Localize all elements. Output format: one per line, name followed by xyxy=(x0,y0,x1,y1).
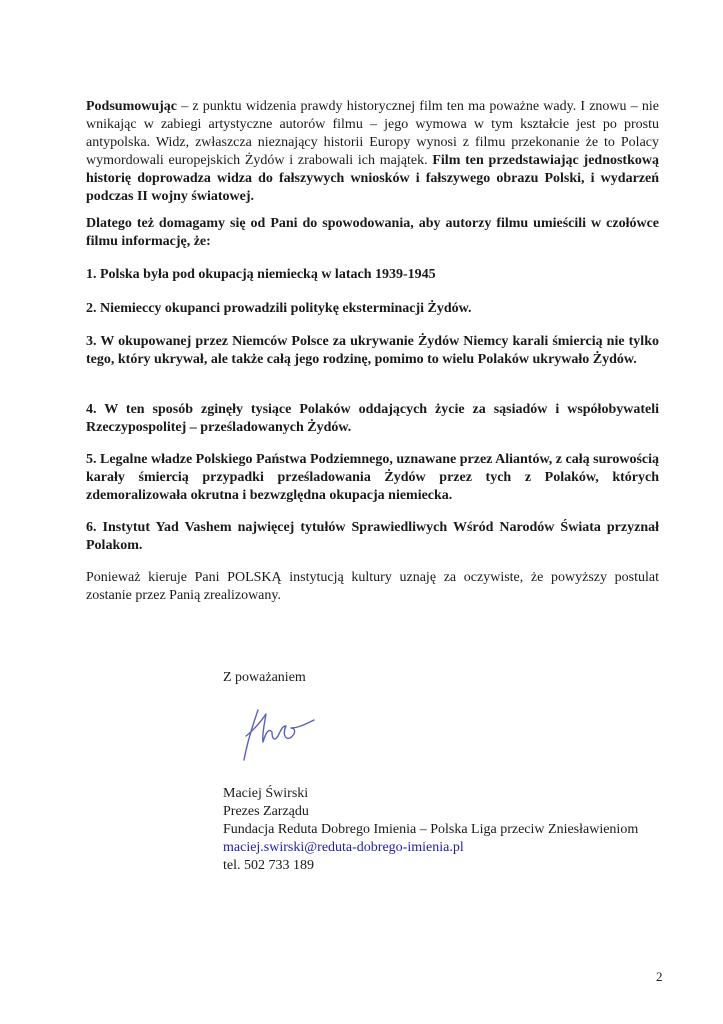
signatory-position: Prezes Zarządu xyxy=(223,804,309,819)
closing-paragraph: Ponieważ kieruje Pani POLSKĄ instytucją kultury uznaję za oczywiste, że powyższy postulat zostanie przez Panią zrealizowany. xyxy=(86,570,659,603)
point-2: 2. Niemieccy okupanci prowadzili politykę eksterminacji Żydów. xyxy=(86,301,472,316)
demand-paragraph: Dlatego też domagamy się od Pani do spowodowania, aby autorzy filmu umieścili w czołówce filmu informację, że: xyxy=(86,216,659,249)
point-1: 1. Polska była pod okupacją niemiecką w latach 1939-1945 xyxy=(86,267,436,282)
salutation: Z poważaniem xyxy=(223,670,306,685)
point-5: 5. Legalne władze Polskiego Państwa Podziemnego, uznawane przez Aliantów, z całą surowością karały śmiercią przypadki prześladowania Żydów przez tych z Polaków, których zdemoralizowała okrutna i bezwzględna okupacja niemiecka. xyxy=(86,452,659,503)
summary-lead: Podsumowując xyxy=(86,99,178,114)
summary-paragraph xyxy=(86,98,659,206)
signatory-organization: Fundacja Reduta Dobrego Imienia – Polska Liga przeciw Zniesławieniom xyxy=(223,822,639,837)
phone-number: tel. 502 733 189 xyxy=(223,858,314,873)
signatory-details xyxy=(223,785,638,875)
page-number: 2 xyxy=(656,969,663,984)
email-link[interactable]: maciej.swirski@reduta-dobrego-imienia.pl xyxy=(223,840,464,855)
summary-bold-text: Film ten przedstawiając jednostkową historię doprowadza widza do fałszywych wniosków i fałszywego obrazu Polski, i wydarzeń podczas II wojny światowej. xyxy=(86,153,659,204)
point-4: 4. W ten sposób zginęły tysiące Polaków oddających życie za sąsiadów i współobywateli Rzeczypospolitej – prześladowanych Żydów. xyxy=(86,402,659,435)
signatory-name: Maciej Świrski xyxy=(223,786,309,801)
handwritten-signature xyxy=(236,702,326,764)
point-3: 3. W okupowanej przez Niemców Polsce za ukrywanie Żydów Niemcy karali śmiercią nie tylko tego, który ukrywał, ale także całą jego rodzinę, pomimo to wielu Polaków ukrywało Żydów. xyxy=(86,334,659,367)
summary-text: – z punktu widzenia prawdy historycznej film ten ma poważne wady. I znowu – nie wnikając w zabiegi artystyczne autorów filmu – jego wymowa w tym kształcie jest po prostu antypolska. Widz, zwłaszcza nieznający historii Europy wynosi z filmu przekonanie że to Polacy wymordowali europejskich Żydów i zrabowali ich majątek. xyxy=(86,99,659,168)
point-6: 6. Instytut Yad Vashem najwięcej tytułów Sprawiedliwych Wśród Narodów Świata przyznał Polakom. xyxy=(86,520,659,553)
